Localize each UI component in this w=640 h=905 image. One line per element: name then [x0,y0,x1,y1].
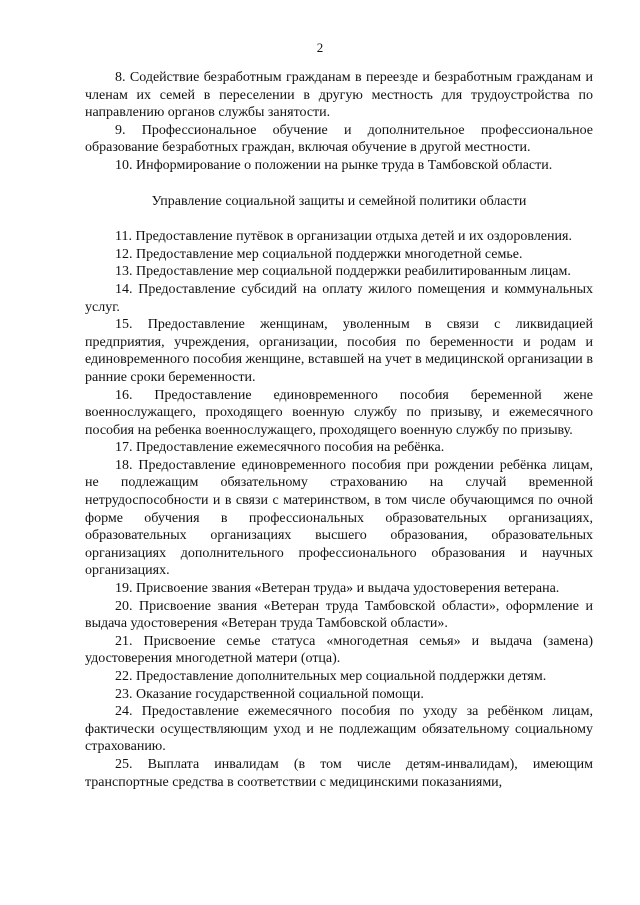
document-body [85,69,593,791]
list-item-17: 17. Предоставление ежемесячного пособия на ребёнка. [115,440,445,456]
list-item-24: 24. Предоставление ежемесячного пособия по уходу за ребёнком лицам, фактически осуществляющим уход и не подлежащим обязательному социальному страхованию. [85,704,593,755]
list-item-14: 14. Предоставление субсидий на оплату жилого помещения и коммунальных услуг. [85,281,593,315]
list-item-10: 10. Информирование о положении на рынке труда в Тамбовской области. [115,157,553,173]
list-item-8: 8. Содействие безработным гражданам в переезде и безработным гражданам и членам их семей в переселении в другую местность для трудоустройства по направлению органов службы занятости. [85,70,593,121]
list-item-9: 9. Профессиональное обучение и дополнительное профессиональное образование безработных граждан, включая обучение в другой местности. [85,122,593,156]
list-item-16: 16. Предоставление единовременного пособия беременной жене военнослужащего, проходящего военную службу по призыву, и ежемесячного пособия на ребенка военнослужащего, проходящего военную службу по призыву. [85,387,593,438]
list-item-25: 25. Выплата инвалидам (в том числе детям-инвалидам), имеющим транспортные средства в соответствии с медицинскими показаниями, [85,756,593,790]
list-item-13: 13. Предоставление мер социальной поддержки реабилитированным лицам. [115,264,571,280]
list-item-21: 21. Присвоение семье статуса «многодетная семья» и выдача (замена) удостоверения многодетной матери (отца). [85,633,593,667]
list-item-18: 18. Предоставление единовременного пособия при рождении ребёнка лицам, не подлежащим обязательному страхованию на случай временной нетрудоспособности и в связи с материнством, в том числе обучающимся по очной форме обучения в профессиональных образовательных организациях, образовательных организациях высшего образования, образовательных организациях дополнительного профессионального образования и научных организациях. [85,457,593,579]
section-heading: Управление социальной защиты и семейной политики области [151,193,527,209]
list-item-23: 23. Оказание государственной социальной помощи. [115,686,424,702]
list-item-12: 12. Предоставление мер социальной поддержки многодетной семье. [115,246,523,262]
list-item-20: 20. Присвоение звания «Ветеран труда Тамбовской области», оформление и выдача удостоверения «Ветеран труда Тамбовской области». [85,598,593,632]
list-item-11: 11. Предоставление путёвок в организации отдыха детей и их оздоровления. [115,229,572,245]
list-item-19: 19. Присвоение звания «Ветеран труда» и выдача удостоверения ветерана. [115,581,560,597]
page-number: 2 [316,40,324,55]
list-item-15: 15. Предоставление женщинам, уволенным в связи с ликвидацией предприятия, учреждения, организации, пособия по беременности и родам и единовременного пособия женщине, вставшей на учет в медицинской организации в ранние сроки беременности. [85,317,593,385]
list-item-22: 22. Предоставление дополнительных мер социальной поддержки детям. [115,669,547,684]
